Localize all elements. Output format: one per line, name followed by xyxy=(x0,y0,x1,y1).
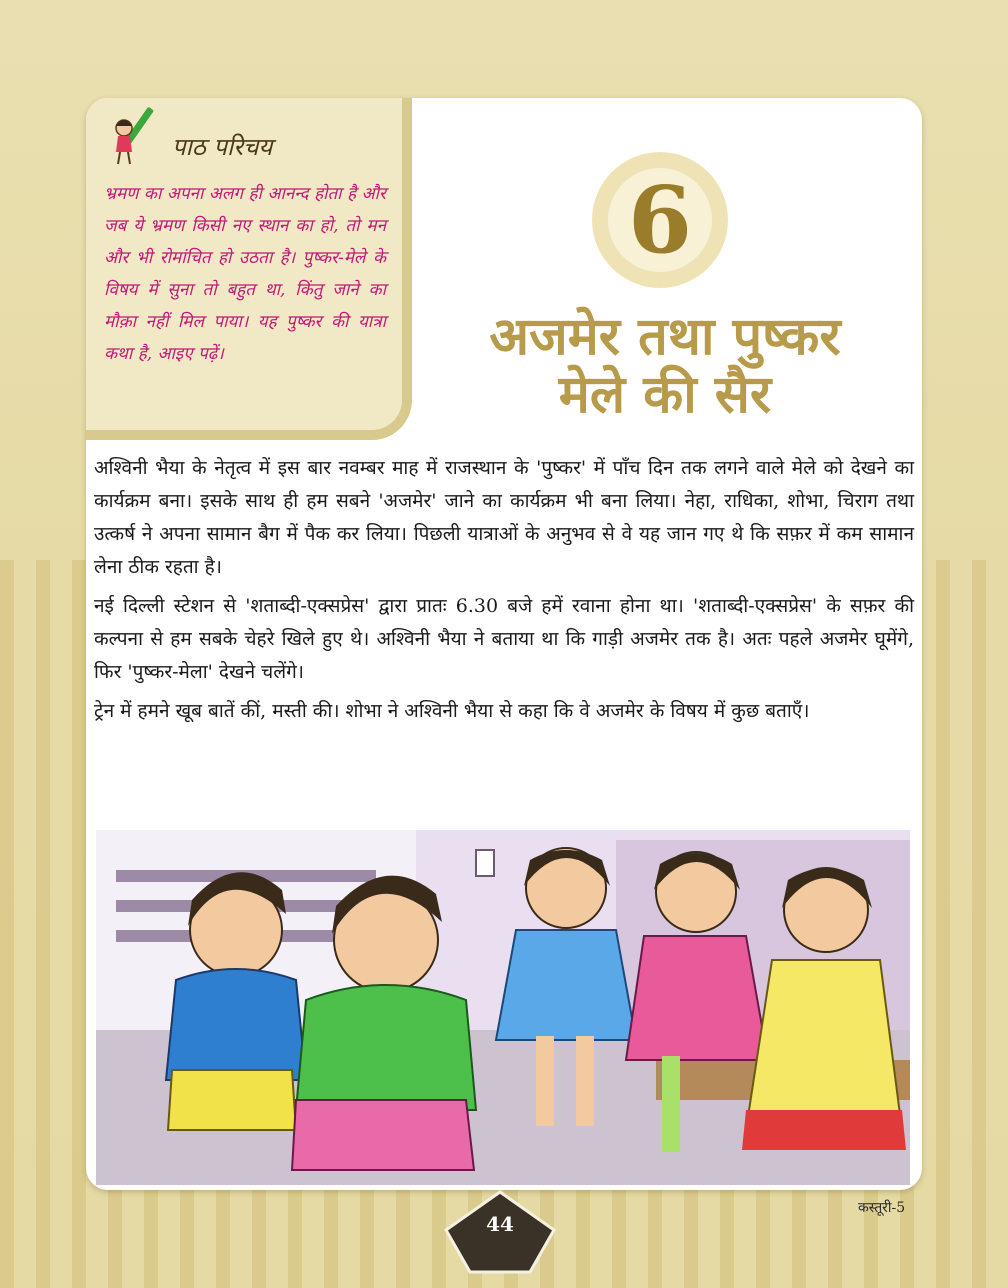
page-number: 44 xyxy=(486,1212,514,1236)
chapter-number: 6 xyxy=(627,166,692,274)
intro-text: भ्रमण का अपना अलग ही आनन्द होता है और जब ये भ्रमण किसी नए स्थान का हो, तो मन और भी रोमांचित हो उठता है। पुष्कर-मेले के विषय में सुना तो बहुत था, किंतु जाने का मौक़ा नहीं मिल पाया। यह पुष्कर की यात्रा कथा है, आइए पढ़ें। xyxy=(104,184,386,364)
chapter-body xyxy=(94,452,914,734)
paragraph-1: अश्विनी भैया के नेतृत्व में इस बार नवम्बर माह में राजस्थान के 'पुष्कर' में पाँच दिन तक लगने वाले मेले को देखने का कार्यक्रम बना। इसके साथ ही हम सबने 'अजमेर' जाने का कार्यक्रम भी बना लिया। नेहा, राधिका, शोभा, चिराग तथा उत्कर्ष ने अपना सामान बैग में पैक कर लिया। पिछली यात्राओं के अनुभव से वे यह जान गए थे कि सफ़र में कम सामान लेना ठीक रहता है। xyxy=(94,457,914,578)
paragraph-2: नई दिल्ली स्टेशन से 'शताब्दी-एक्सप्रेस' द्वारा प्रातः 6.30 बजे हमें रवाना होना था। 'शताब्दी-एक्सप्रेस' के सफ़र की कल्पना से हम सबके चेहरे खिले हुए थे। अश्विनी भैया ने बताया था कि गाड़ी अजमेर तक है। अतः पहले अजमेर घूमेंगे, फिर 'पुष्कर-मेला' देखने चलेंगे। xyxy=(94,595,914,683)
children-in-train-illustration xyxy=(96,830,910,1185)
chapter-title-line-2: मेले की सैर xyxy=(558,365,772,425)
book-name: कस्तूरी-5 xyxy=(858,1200,906,1216)
paragraph-3: ट्रेन में हमने खूब बातें कीं, मस्ती की। शोभा ने अश्विनी भैया से कहा कि वे अजमेर के विषय में कुछ बताएँ। xyxy=(94,700,810,722)
intro-heading: पाठ परिचय xyxy=(172,133,273,161)
girl-with-pencil-icon xyxy=(104,104,164,168)
chapter-title-line-1: अजमेर तथा पुष्कर xyxy=(489,307,841,367)
chapter-title xyxy=(430,308,900,424)
